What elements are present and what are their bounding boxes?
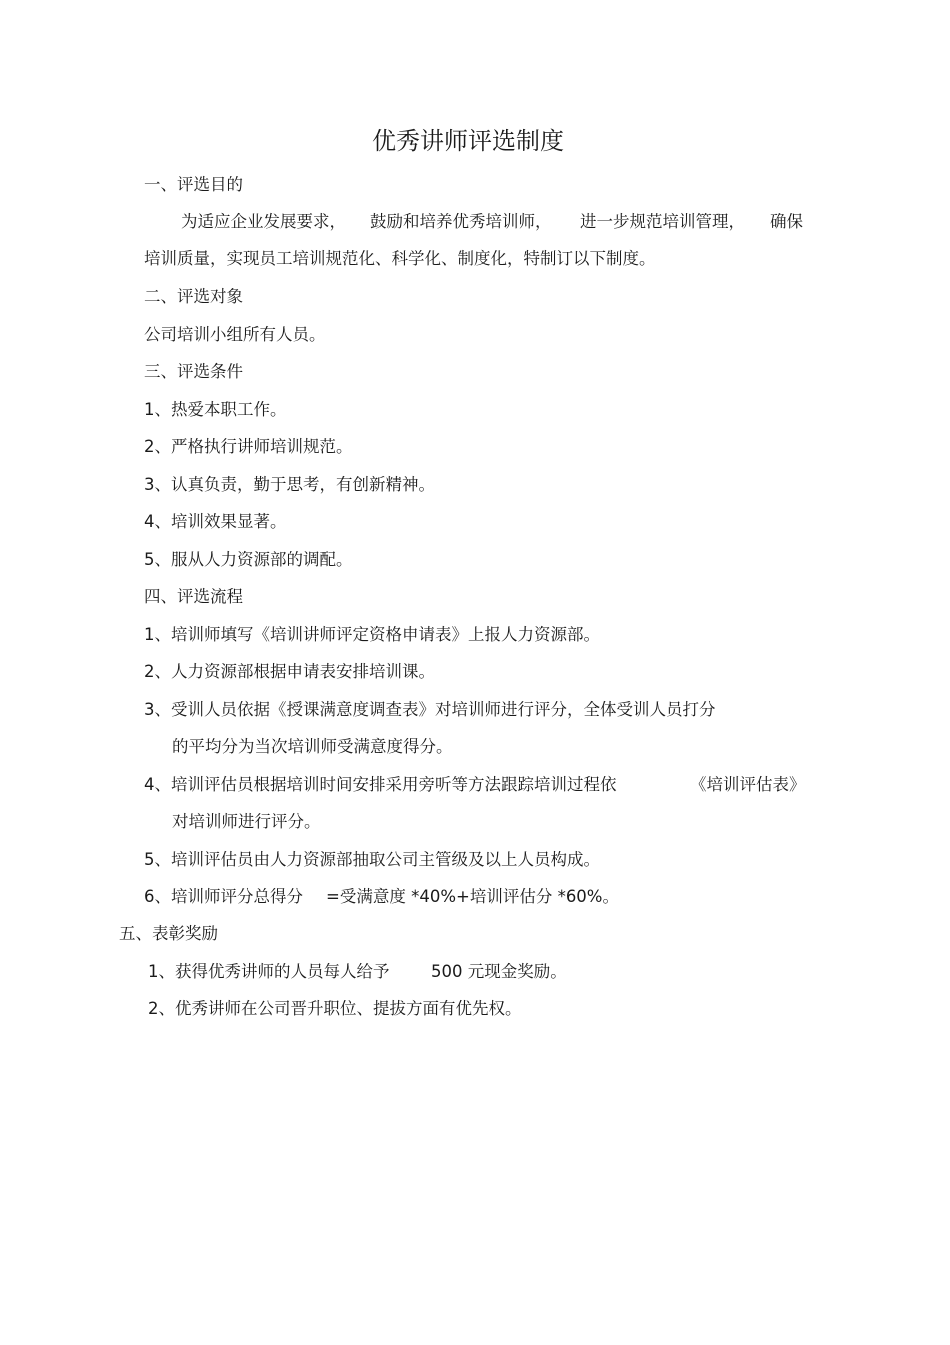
target-text: 公司培训小组所有人员。: [144, 325, 326, 344]
process-item-6-label: 6、培训师评分总得分: [144, 887, 303, 906]
section-heading-purpose: 一、评选目的: [144, 175, 243, 194]
condition-item: 5、服从人力资源部的调配。: [144, 550, 353, 569]
section-heading-target: 二、评选对象: [144, 287, 243, 306]
purpose-text-1b: 鼓励和培养优秀培训师，: [370, 212, 552, 231]
process-item-1: 1、培训师填写《培训讲师评定资格申请表》上报人力资源部。: [144, 625, 600, 644]
purpose-text-1c: 进一步规范培训管理，: [580, 212, 745, 231]
purpose-text-1d: 确保: [770, 212, 803, 231]
process-item-4-form: 《培训评估表》: [690, 775, 806, 794]
process-item-4-line1: 4、培训评估员根据培训时间安排采用旁听等方法跟踪培训过程依: [144, 775, 617, 794]
condition-item: 4、培训效果显著。: [144, 512, 287, 531]
document-title: 优秀讲师评选制度: [372, 127, 564, 155]
condition-item: 3、认真负责，勤于思考，有创新精神。: [144, 475, 435, 494]
purpose-text-2: 培训质量，实现员工培训规范化、科学化、制度化，特制订以下制度。: [144, 249, 656, 268]
section-heading-process: 四、评选流程: [144, 587, 243, 606]
process-item-6-formula: =受满意度 *40%+培训评估分 *60%。: [326, 887, 619, 906]
section-heading-rewards: 五、表彰奖励: [119, 924, 218, 943]
condition-item: 1、热爱本职工作。: [144, 400, 287, 419]
condition-item: 2、严格执行讲师培训规范。: [144, 437, 353, 456]
process-item-5: 5、培训评估员由人力资源部抽取公司主管级及以上人员构成。: [144, 850, 600, 869]
section-heading-conditions: 三、评选条件: [144, 362, 243, 381]
process-item-2: 2、人力资源部根据申请表安排培训课。: [144, 662, 435, 681]
reward-item-2: 2、优秀讲师在公司晋升职位、提拔方面有优先权。: [148, 999, 522, 1018]
reward-item-1-label: 1、获得优秀讲师的人员每人给予: [148, 962, 390, 981]
purpose-text-1a: 为适应企业发展要求，: [181, 212, 346, 231]
process-item-3-line1: 3、受训人员依据《授课满意度调查表》对培训师进行评分，全体受训人员打分: [144, 700, 716, 719]
process-item-4-line2: 对培训师进行评分。: [172, 812, 321, 831]
process-item-3-line2: 的平均分为当次培训师受满意度得分。: [172, 737, 453, 756]
reward-item-1-amount: 500 元现金奖励。: [431, 962, 567, 981]
